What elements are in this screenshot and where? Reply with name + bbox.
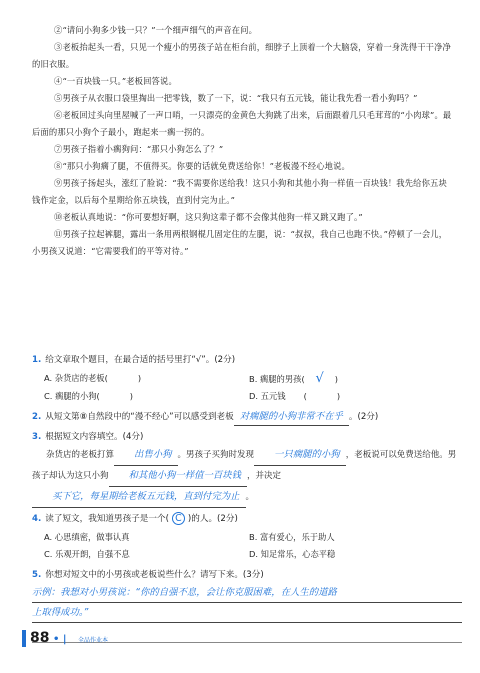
story-text — [32, 22, 452, 260]
page-number — [30, 630, 67, 646]
option-a[interactable] — [44, 370, 249, 388]
answer-line-2[interactable]: 上取得成功。” — [32, 603, 462, 623]
question-suffix: )的人。(2分) — [187, 514, 238, 524]
question-number: 4. — [32, 514, 42, 524]
option-c[interactable] — [44, 388, 249, 405]
story-paragraph: ④“一百块钱一只。”老板回答说。 — [54, 76, 177, 86]
question-3 — [32, 429, 462, 445]
story-paragraph: ⑥老板回过头向里屋喊了一声口哨，一只漂亮的金黄色大狗跳了出来，后面跟着几只毛茸茸的“小肉球”。最后面的那只小狗个子最小，跑起来一瘸一拐的。 — [32, 110, 452, 137]
question-4 — [32, 511, 462, 527]
question-2 — [32, 409, 462, 426]
question-number: 1. — [32, 355, 42, 365]
option-label: B. 瘸腿的男孩( — [249, 374, 305, 384]
story-paragraph: ⑪男孩子拉起裤腿，露出一条用两根钢棍几固定住的左腿，说：“叔叔，我自己也跑不快。”停顿了一会儿，小男孩又说道：“它需要我们的平等对待。” — [32, 229, 448, 256]
option-label: A. 杂货店的老板( — [44, 373, 108, 383]
option-a[interactable]: A. 心思缜密，做事认真 — [44, 532, 130, 542]
fill-text: 。男孩子买狗时发现 — [177, 450, 255, 460]
question-text: 给文章取个题目，在最合适的括号里打“√”。(2分) — [45, 355, 236, 365]
question-5 — [32, 567, 462, 583]
question-text: 从短文第⑧自然段中的“漫不经心”可以感受到老板 — [45, 412, 234, 422]
fill-in-paragraph — [32, 445, 462, 508]
paren-close: ) — [129, 391, 134, 401]
option-c[interactable]: C. 乐观开朗，自强不息 — [44, 549, 130, 559]
page-number-text: 88 — [30, 630, 50, 646]
option-d[interactable]: D. 知足常乐，心态平稳 — [249, 549, 336, 559]
question-number: 3. — [32, 432, 42, 442]
option-d[interactable] — [249, 388, 454, 405]
question-1-options — [32, 370, 462, 405]
question-1 — [32, 352, 462, 368]
question-text: 读了短文，我知道男孩子是一个( — [45, 514, 169, 524]
answer-circled-letter[interactable]: C — [172, 512, 185, 525]
paren-close: ) — [334, 374, 338, 384]
question-number: 2. — [32, 412, 42, 422]
story-paragraph: ②“请问小狗多少钱一只？”一个细声细气的声音在问。 — [54, 25, 258, 35]
story-paragraph: ⑦男孩子指着小瘸狗问：“那只小狗怎么了？” — [54, 144, 224, 154]
paren-close: ) — [336, 391, 341, 401]
answer-blank[interactable]: 对瘸腿的小狗非常不在乎 — [234, 409, 349, 426]
story-paragraph: ⑨男孩子扬起头，涨红了脸说：“我不需要你送给我！这只小狗和其他小狗一样值一百块钱！我先给你五块钱作定金，以后每个星期给你五块钱，直到付完为止。” — [32, 178, 447, 205]
story-paragraph: ⑧“那只小狗瘸了腿，不值得买。你要的话就免费送给你！”老板漫不经心地说。 — [54, 161, 350, 171]
page-marker-bar — [22, 630, 26, 647]
paren-close: ) — [137, 373, 142, 383]
paren-open: ( — [303, 391, 307, 401]
answer-line-1[interactable]: 示例：我想对小男孩说：“你的自强不息，会让你克服困难，在人生的道路 — [32, 583, 462, 603]
question-text: 根据短文内容填空。(4分) — [45, 432, 144, 442]
separator-dot: • | — [49, 634, 67, 645]
answer-blank[interactable]: 买下它，每星期给老板五元钱，直到付完为止 — [32, 487, 246, 508]
question-4-options — [32, 529, 462, 563]
option-label: C. 瘸腿的小狗( — [44, 391, 100, 401]
fill-text: ，并决定 — [247, 471, 282, 481]
answer-blank[interactable]: 出售小狗 — [114, 445, 178, 466]
check-mark-icon: √ — [315, 371, 324, 386]
story-paragraph: ⑩老板认真地说：“你可要想好啊，这只狗这辈子都不会像其他狗一样又跳又跑了。” — [54, 212, 363, 222]
story-paragraph: ⑤男孩子从衣服口袋里掏出一把零钱，数了一下，说：“我只有五元钱，能让我先看一看小狗吗？” — [54, 93, 418, 103]
answer-blank[interactable]: 和其他小狗一样值一百块钱 — [109, 466, 248, 487]
question-text: 你想对短文中的小男孩或老板说些什么？请写下来。(3分) — [45, 570, 264, 580]
fill-text: ，老板说可以免费送给他。男孩子却认为这只小狗 — [32, 450, 457, 481]
question-number: 5. — [32, 570, 42, 580]
questions-section — [32, 352, 462, 643]
option-label: D. 五元钱 — [249, 391, 286, 401]
option-b[interactable]: B. 富有爱心，乐于助人 — [249, 532, 335, 542]
fill-text: 杂货店的老板打算 — [46, 450, 115, 460]
answer-blank[interactable]: 一只瘸腿的小狗 — [254, 445, 346, 466]
option-b[interactable] — [249, 370, 454, 388]
question-suffix: 。(2分) — [348, 412, 379, 422]
fill-text: 。 — [245, 492, 255, 502]
story-paragraph: ③老板抬起头一看，只见一个瘦小的男孩子站在柜台前，细脖子上顶着一个大脑袋，穿着一身洗得干干净净的旧衣服。 — [32, 42, 452, 69]
brand-name: 全品作业本 — [78, 637, 109, 644]
